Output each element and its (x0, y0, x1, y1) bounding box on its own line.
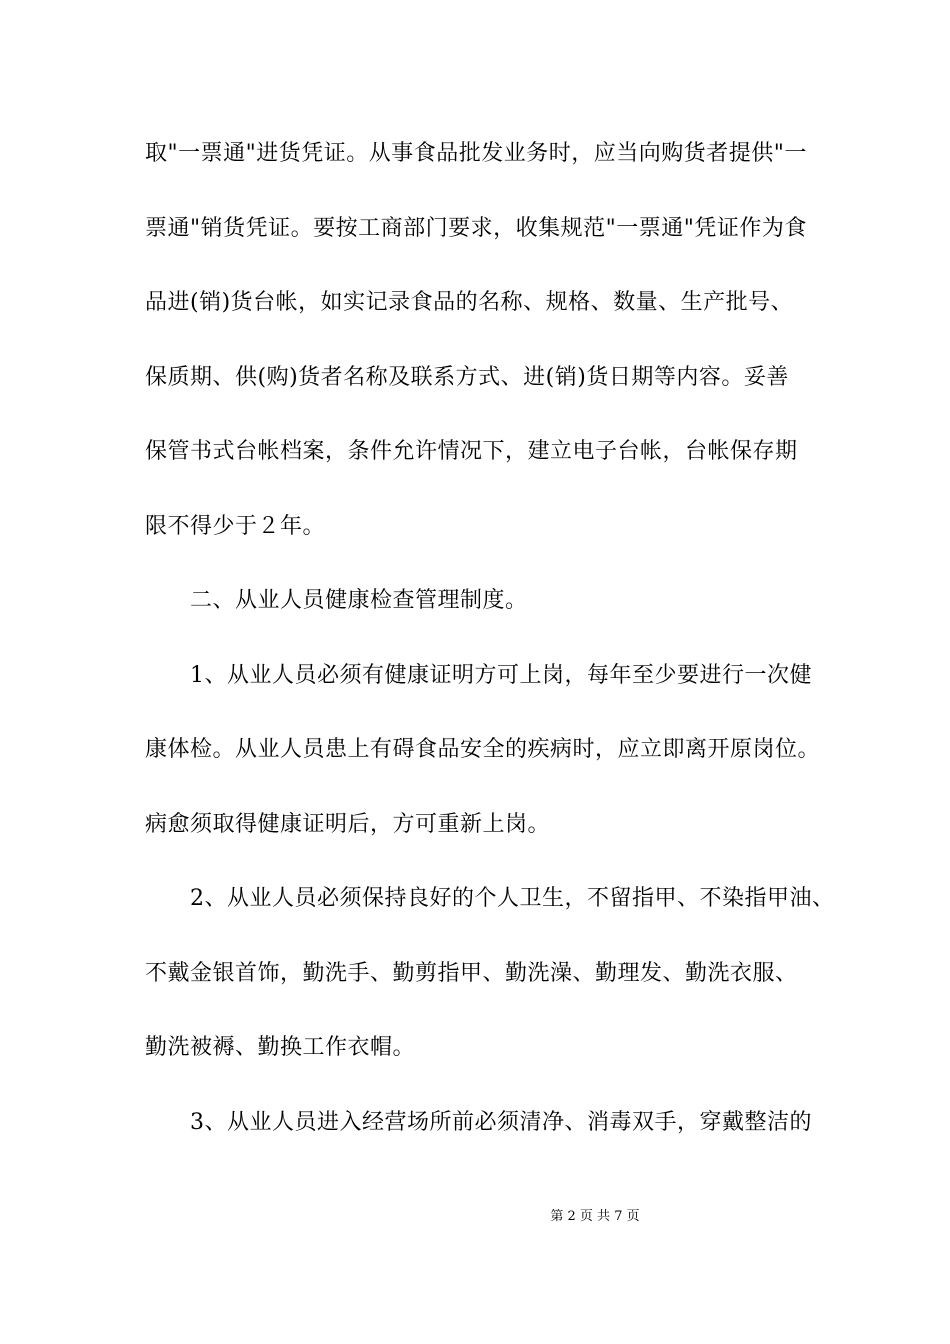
text-line: 品进(销)货台帐，如实记录食品的名称、规格、数量、生产批号、 (145, 290, 794, 315)
text-line: 取"一票通"进货凭证。从事食品批发业务时，应当向购货者提供"一 (145, 141, 807, 166)
text-line: 3、从业人员进入经营场所前必须清净、消毒双手，穿戴整洁的 (145, 1110, 812, 1135)
text-line: 保质期、供(购)货者名称及联系方式、进(销)货日期等内容。妥善 (145, 365, 789, 390)
text-line: 勤洗被褥、勤换工作衣帽。 (145, 1035, 416, 1060)
text-line: 限不得少于２年。 (145, 514, 326, 539)
text-line: 1、从业人员必须有健康证明方可上岗，每年至少要进行一次健 (145, 663, 812, 688)
text-line: 康体检。从业人员患上有碍食品安全的疾病时，应立即离开原岗位。 (145, 737, 821, 762)
page-number-footer: 第 2 页 共 7 页 (550, 1209, 640, 1224)
text-line: 保管书式台帐档案，条件允许情况下，建立电子台帐，台帐保存期 (145, 439, 798, 464)
text-line: 票通"销货凭证。要按工商部门要求，收集规范"一票通"凭证作为食 (145, 216, 807, 241)
text-line: 不戴金银首饰，勤洗手、勤剪指甲、勤洗澡、勤理发、勤洗衣服、 (145, 961, 798, 986)
section-heading: 二、从业人员健康检查管理制度。 (145, 588, 528, 613)
text-line: 2、从业人员必须保持良好的个人卫生，不留指甲、不染指甲油、 (145, 886, 835, 911)
text-line: 病愈须取得健康证明后，方可重新上岗。 (145, 812, 551, 837)
